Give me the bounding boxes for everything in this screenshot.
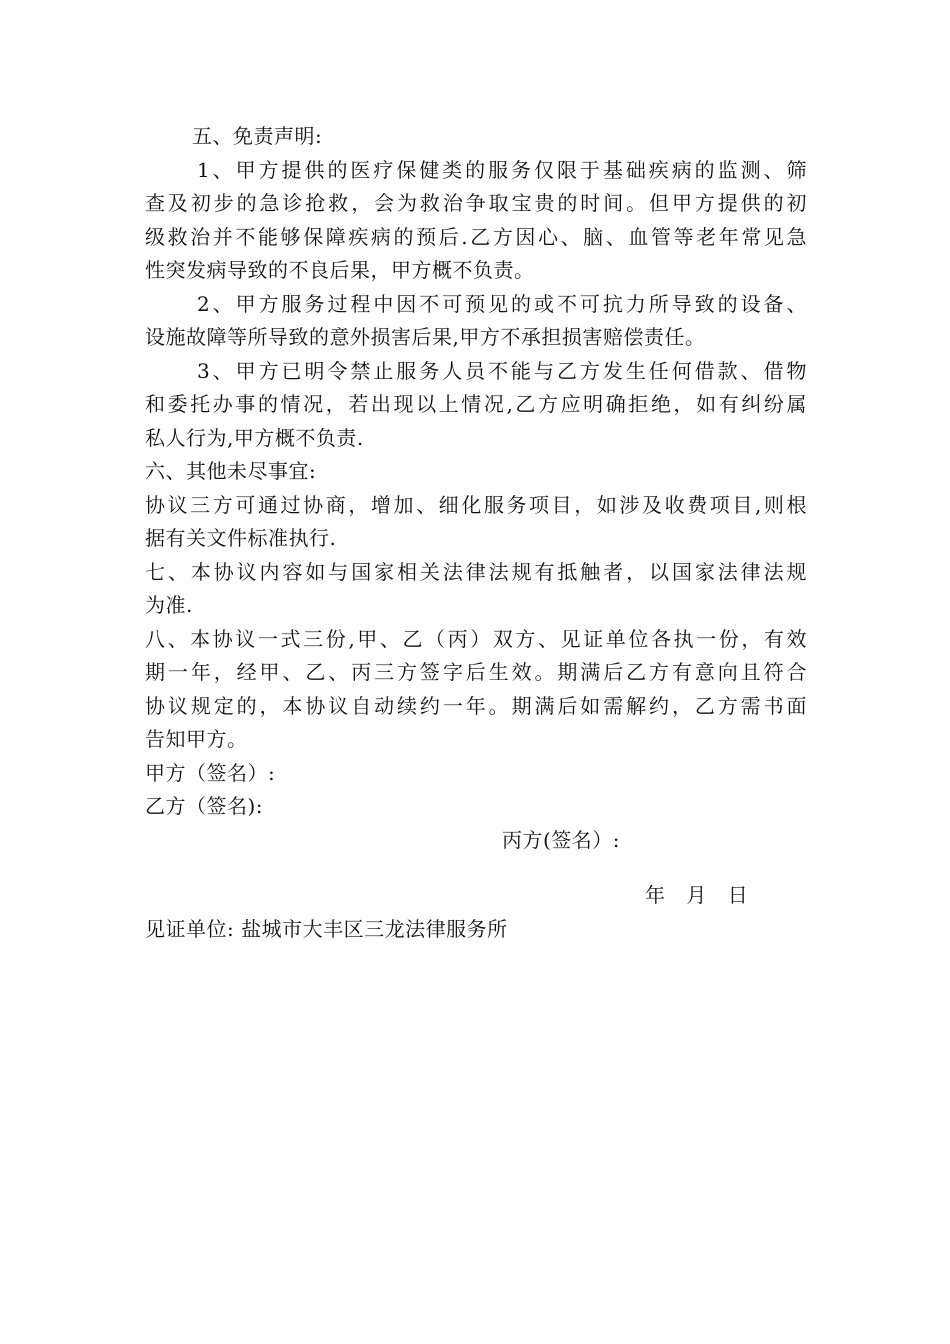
party-a-signature-label: 甲方（签名）: [145, 760, 276, 785]
section-5-item-2 [145, 288, 807, 355]
witness-unit: 见证单位: 盐城市大丰区三龙法律服务所 [145, 916, 508, 941]
party-b-signature-label: 乙方（签名): [145, 794, 264, 818]
section-8 [145, 623, 807, 757]
paragraph-line: 期一年，经甲、乙、丙三方签字后生效。期满后乙方有意向且符合 [145, 660, 807, 684]
paragraph-line: 3、甲方已明令禁止服务人员不能与乙方发生任何借款、借物 [197, 358, 807, 383]
paragraph-line: 性突发病导致的不良后果，甲方概不负责。 [145, 258, 535, 282]
date-month: 月 [686, 883, 707, 907]
paragraph-line: 1、甲方提供的医疗保健类的服务仅限于基础疾病的监测、筛 [197, 157, 807, 182]
section-5-item-3 [145, 355, 807, 456]
section-5-heading: 五、免责声明: [192, 124, 323, 148]
document-body [145, 120, 807, 946]
party-c-signature-label: 丙方(签名）: [502, 827, 621, 852]
paragraph-line: 八、本协议一式三份,甲、乙（丙）双方、见证单位各执一份，有效 [145, 626, 807, 651]
paragraph-line: 2、甲方服务过程中因不可预见的或不可抗力所导致的设备、 [197, 291, 807, 316]
date-day: 日 [727, 883, 749, 907]
paragraph-line: 据有关文件标准执行. [145, 526, 337, 550]
paragraph-line: 级救治并不能够保障疾病的预后.乙方因心、脑、血管等老年常见急 [145, 224, 807, 249]
section-6-heading: 六、其他未尽事宜: [145, 459, 317, 483]
paragraph-line: 查及初步的急诊抢救，会为救治争取宝贵的时间。但甲方提供的初 [145, 191, 807, 215]
date-year: 年 [645, 883, 666, 907]
section-7 [145, 556, 807, 623]
paragraph-line: 设施故障等所导致的意外损害后果,甲方不承担损害赔偿责任。 [145, 325, 706, 349]
paragraph-line: 私人行为,甲方概不负责. [145, 425, 364, 450]
paragraph-line: 七、本协议内容如与国家相关法律法规有抵触者，以国家法律法规 [145, 559, 807, 584]
section-6-body [145, 489, 807, 556]
paragraph-line: 和委托办事的情况，若出现以上情况,乙方应明确拒绝，如有纠纷属 [145, 392, 807, 416]
paragraph-line: 协议规定的，本协议自动续约一年。期满后如需解约，乙方需书面 [145, 693, 807, 718]
date-line [145, 879, 807, 913]
paragraph-line: 告知甲方。 [145, 727, 248, 751]
section-5-item-1 [145, 154, 807, 288]
paragraph-line: 协议三方可通过协商，增加、细化服务项目，如涉及收费项目,则根 [145, 492, 807, 517]
paragraph-line: 为准. [145, 593, 193, 617]
